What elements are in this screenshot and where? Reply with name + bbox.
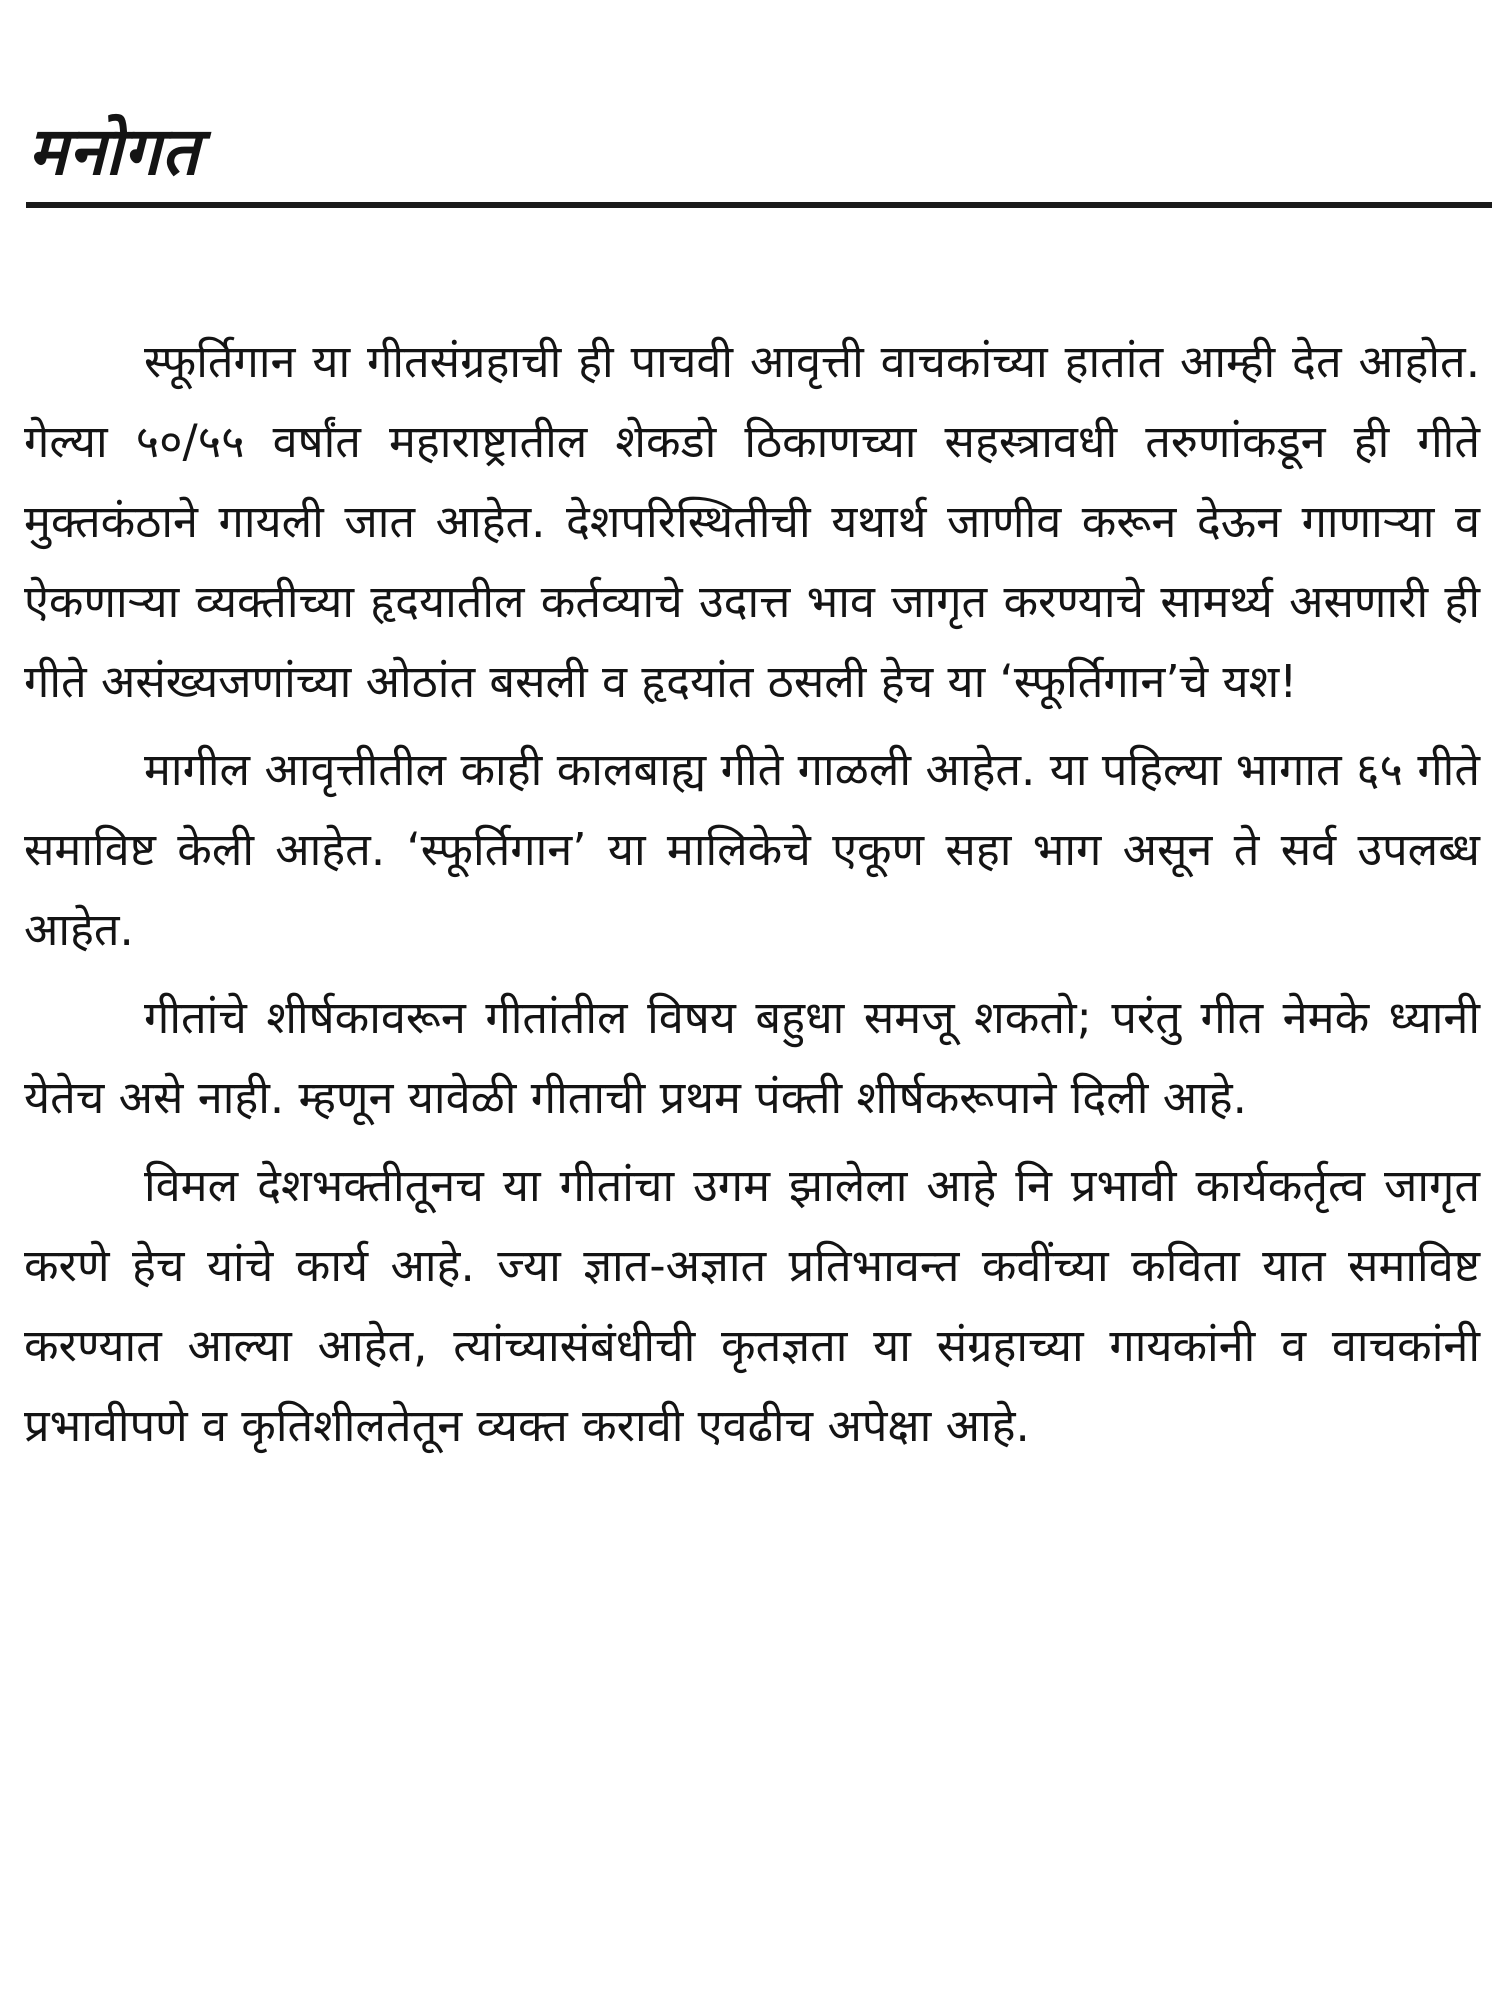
paragraph-2: मागील आवृत्तीतील काही कालबाह्य गीते गाळली आहेत. या पहिल्या भागात ६५ गीते समाविष्ट केली आहेत. ‘स्फूर्तिगान’ या मालिकेचे एकूण सहा भाग असून ते सर्व उपलब्ध आहेत.	[24, 743, 1480, 956]
paragraph-3: गीतांचे शीर्षकावरून गीतांतील विषय बहुधा समजू शकतो; परंतु गीत नेमके ध्यानी येतेच असे नाही. म्हणून यावेळी गीताची प्रथम पंक्ती शीर्षकरूपाने दिली आहे.	[24, 991, 1480, 1124]
paragraph-4: विमल देशभक्तीतूनच या गीतांचा उगम झालेला आहे नि प्रभावी कार्यकर्तृत्व जागृत करणे हेच यांचे कार्य आहे. ज्या ज्ञात-अज्ञात प्रतिभावन्त कवींच्या कविता यात समाविष्ट करण्यात आल्या आहेत, त्यांच्यासंबंधीची कृतज्ञता या संग्रहाच्या गायकांनी व वाचकांनी प्रभावीपणे व कृतिशीलतेतून व्यक्त करावी एवढीच अपेक्षा आहे.	[24, 1159, 1480, 1452]
title-underline-rule	[26, 202, 1492, 208]
page-title: मनोगत	[28, 113, 200, 190]
paragraph-1: स्फूर्तिगान या गीतसंग्रहाची ही पाचवी आवृत्ती वाचकांच्या हातांत आम्ही देत आहोत. गेल्या ५०/५५ वर्षांत महाराष्ट्रातील शेकडो ठिकाणच्या सहस्त्रावधी तरुणांकडून ही गीते मुक्तकंठाने गायली जात आहेत. देशपरिस्थितीची यथार्थ जाणीव करून देऊन गाणाऱ्या व ऐकणाऱ्या व्यक्तीच्या हृदयातील कर्तव्याचे उदात्त भाव जागृत करण्याचे सामर्थ्य असणारी ही गीते असंख्यजणांच्या ओठांत बसली व हृदयांत ठसली हेच या ‘स्फूर्तिगान’चे यश!	[24, 335, 1480, 708]
preface-body	[24, 322, 1480, 1474]
